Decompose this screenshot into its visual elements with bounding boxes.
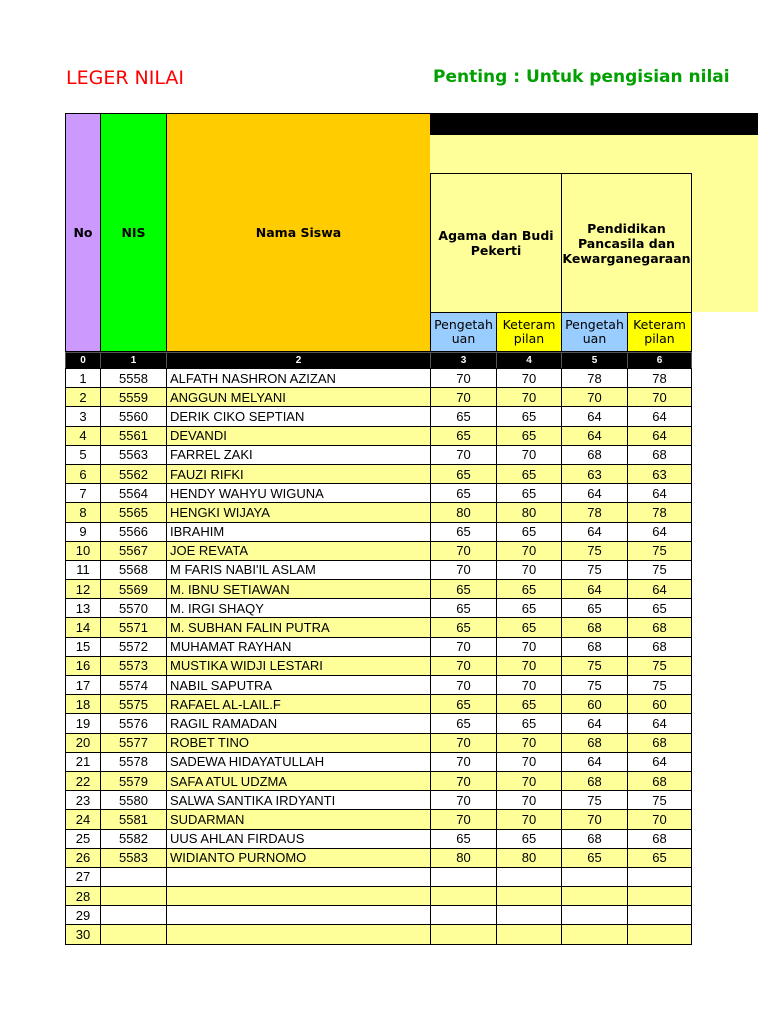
table-row <box>66 771 692 790</box>
cell-name[interactable]: ALFATH NASHRON AZIZAN <box>167 369 431 388</box>
table-row <box>66 464 692 483</box>
cell-name[interactable]: M. IBNU SETIAWAN <box>167 580 431 599</box>
cell-no[interactable]: 22 <box>66 771 101 790</box>
cell-nis[interactable]: 5565 <box>101 503 167 522</box>
table-row <box>66 848 692 867</box>
cell-name[interactable]: DEVANDI <box>167 426 431 445</box>
cell-pkn-keterampilan[interactable]: 68 <box>628 637 692 656</box>
cell-pkn-pengetahuan[interactable]: 75 <box>562 656 628 675</box>
cell-agama-keterampilan[interactable] <box>497 887 562 906</box>
cell-nis[interactable]: 5567 <box>101 541 167 560</box>
cell-pkn-keterampilan[interactable]: 65 <box>628 599 692 618</box>
cell-agama-pengetahuan[interactable]: 70 <box>431 637 497 656</box>
cell-agama-pengetahuan[interactable]: 65 <box>431 484 497 503</box>
cell-no[interactable]: 13 <box>66 599 101 618</box>
cell-agama-pengetahuan[interactable]: 70 <box>431 752 497 771</box>
cell-agama-pengetahuan[interactable]: 70 <box>431 369 497 388</box>
cell-pkn-keterampilan[interactable]: 68 <box>628 829 692 848</box>
cell-pkn-pengetahuan[interactable]: 75 <box>562 560 628 579</box>
cell-agama-keterampilan[interactable]: 70 <box>497 369 562 388</box>
cell-pkn-pengetahuan[interactable]: 64 <box>562 580 628 599</box>
table-row <box>66 580 692 599</box>
cell-name[interactable]: FARREL ZAKI <box>167 445 431 464</box>
cell-agama-pengetahuan[interactable]: 65 <box>431 580 497 599</box>
cell-nis[interactable]: 5576 <box>101 714 167 733</box>
cell-pkn-pengetahuan[interactable]: 78 <box>562 503 628 522</box>
cell-no[interactable]: 16 <box>66 656 101 675</box>
header-nama-siswa: Nama Siswa <box>166 113 431 352</box>
table-row <box>66 599 692 618</box>
cell-agama-keterampilan[interactable]: 65 <box>497 407 562 426</box>
cell-name[interactable]: M. SUBHAN FALIN PUTRA <box>167 618 431 637</box>
cell-no[interactable]: 4 <box>66 426 101 445</box>
header-no: No <box>65 113 101 352</box>
cell-agama-keterampilan[interactable]: 65 <box>497 426 562 445</box>
cell-nis[interactable]: 5572 <box>101 637 167 656</box>
cell-name[interactable]: SADEWA HIDAYATULLAH <box>167 752 431 771</box>
cell-nis[interactable]: 5583 <box>101 848 167 867</box>
cell-agama-pengetahuan[interactable]: 65 <box>431 695 497 714</box>
cell-no[interactable]: 28 <box>66 887 101 906</box>
cell-agama-pengetahuan[interactable]: 70 <box>431 771 497 790</box>
table-row <box>66 791 692 810</box>
cell-agama-keterampilan[interactable]: 70 <box>497 656 562 675</box>
cell-pkn-pengetahuan[interactable]: 70 <box>562 810 628 829</box>
cell-agama-keterampilan[interactable]: 70 <box>497 445 562 464</box>
cell-nis[interactable]: 5558 <box>101 369 167 388</box>
table-row <box>66 407 692 426</box>
cell-name[interactable]: ROBET TINO <box>167 733 431 752</box>
cell-pkn-pengetahuan[interactable]: 70 <box>562 388 628 407</box>
cell-pkn-keterampilan[interactable]: 60 <box>628 695 692 714</box>
cell-pkn-pengetahuan[interactable]: 68 <box>562 829 628 848</box>
table-row <box>66 676 692 695</box>
cell-name[interactable]: JOE REVATA <box>167 541 431 560</box>
cell-agama-pengetahuan[interactable]: 70 <box>431 676 497 695</box>
cell-pkn-keterampilan[interactable]: 65 <box>628 848 692 867</box>
cell-name[interactable]: MUSTIKA WIDJI LESTARI <box>167 656 431 675</box>
cell-pkn-keterampilan[interactable]: 68 <box>628 771 692 790</box>
instruction-note: Penting : Untuk pengisian nilai <box>433 67 730 87</box>
cell-no[interactable]: 30 <box>66 925 101 944</box>
cell-pkn-keterampilan[interactable]: 64 <box>628 580 692 599</box>
cell-no[interactable]: 8 <box>66 503 101 522</box>
cell-nis[interactable]: 5570 <box>101 599 167 618</box>
cell-agama-pengetahuan[interactable]: 70 <box>431 791 497 810</box>
cell-no[interactable]: 3 <box>66 407 101 426</box>
cell-pkn-pengetahuan[interactable]: 65 <box>562 848 628 867</box>
table-row <box>66 637 692 656</box>
cell-agama-pengetahuan[interactable]: 70 <box>431 445 497 464</box>
cell-agama-keterampilan[interactable]: 70 <box>497 771 562 790</box>
cell-pkn-pengetahuan[interactable]: 68 <box>562 445 628 464</box>
cell-nis[interactable]: 5573 <box>101 656 167 675</box>
cell-agama-keterampilan[interactable]: 70 <box>497 791 562 810</box>
header-subject-agama: Agama dan Budi Pekerti <box>430 173 562 313</box>
cell-pkn-keterampilan[interactable]: 75 <box>628 676 692 695</box>
cell-agama-keterampilan[interactable]: 80 <box>497 848 562 867</box>
cell-name[interactable]: DERIK CIKO SEPTIAN <box>167 407 431 426</box>
table-row <box>66 829 692 848</box>
cell-no[interactable]: 9 <box>66 522 101 541</box>
cell-name[interactable] <box>167 867 431 886</box>
header-s1-keterampilan: Keteram pilan <box>496 312 562 352</box>
cell-agama-keterampilan[interactable]: 70 <box>497 541 562 560</box>
cell-agama-pengetahuan[interactable] <box>431 887 497 906</box>
cell-no[interactable]: 18 <box>66 695 101 714</box>
cell-no[interactable]: 26 <box>66 848 101 867</box>
table-row <box>66 714 692 733</box>
cell-nis[interactable] <box>101 887 167 906</box>
table-row <box>66 733 692 752</box>
cell-no[interactable]: 2 <box>66 388 101 407</box>
cell-nis[interactable]: 5568 <box>101 560 167 579</box>
cell-nis[interactable] <box>101 906 167 925</box>
cell-pkn-keterampilan[interactable]: 78 <box>628 369 692 388</box>
table-row <box>66 810 692 829</box>
cell-no[interactable]: 17 <box>66 676 101 695</box>
cell-pkn-pengetahuan[interactable]: 78 <box>562 369 628 388</box>
cell-pkn-pengetahuan[interactable]: 75 <box>562 791 628 810</box>
cell-name[interactable] <box>167 906 431 925</box>
cell-nis[interactable]: 5571 <box>101 618 167 637</box>
cell-pkn-pengetahuan[interactable]: 60 <box>562 695 628 714</box>
cell-agama-pengetahuan[interactable]: 65 <box>431 464 497 483</box>
cell-no[interactable]: 25 <box>66 829 101 848</box>
cell-no[interactable]: 15 <box>66 637 101 656</box>
table-row <box>66 618 692 637</box>
cell-pkn-pengetahuan[interactable]: 63 <box>562 464 628 483</box>
cell-no[interactable]: 14 <box>66 618 101 637</box>
cell-nis[interactable]: 5582 <box>101 829 167 848</box>
cell-pkn-pengetahuan[interactable]: 64 <box>562 426 628 445</box>
cell-nis[interactable]: 5580 <box>101 791 167 810</box>
cell-pkn-pengetahuan[interactable]: 64 <box>562 484 628 503</box>
header-s1-pengetahuan: Pengetah uan <box>430 312 497 352</box>
cell-pkn-keterampilan[interactable]: 75 <box>628 656 692 675</box>
cell-nis[interactable] <box>101 925 167 944</box>
cell-no[interactable]: 6 <box>66 464 101 483</box>
cell-agama-keterampilan[interactable]: 80 <box>497 503 562 522</box>
cell-name[interactable]: HENDY WAHYU WIGUNA <box>167 484 431 503</box>
cell-pkn-pengetahuan[interactable]: 75 <box>562 541 628 560</box>
cell-pkn-pengetahuan[interactable]: 64 <box>562 714 628 733</box>
table-row <box>66 925 692 944</box>
cell-agama-pengetahuan[interactable]: 70 <box>431 388 497 407</box>
cell-pkn-pengetahuan[interactable]: 75 <box>562 676 628 695</box>
cell-name[interactable]: M. IRGI SHAQY <box>167 599 431 618</box>
cell-pkn-pengetahuan[interactable] <box>562 887 628 906</box>
cell-no[interactable]: 12 <box>66 580 101 599</box>
cell-agama-pengetahuan[interactable]: 65 <box>431 426 497 445</box>
cell-pkn-keterampilan[interactable]: 75 <box>628 541 692 560</box>
cell-name[interactable]: MUHAMAT RAYHAN <box>167 637 431 656</box>
cell-no[interactable]: 5 <box>66 445 101 464</box>
cell-agama-keterampilan[interactable]: 65 <box>497 599 562 618</box>
cell-pkn-keterampilan[interactable]: 64 <box>628 752 692 771</box>
cell-pkn-keterampilan[interactable]: 64 <box>628 522 692 541</box>
cell-agama-pengetahuan[interactable]: 65 <box>431 407 497 426</box>
cell-pkn-keterampilan[interactable]: 64 <box>628 407 692 426</box>
cell-nis[interactable]: 5562 <box>101 464 167 483</box>
cell-agama-keterampilan[interactable]: 65 <box>497 484 562 503</box>
cell-agama-keterampilan[interactable] <box>497 925 562 944</box>
table-row <box>66 369 692 388</box>
cell-nis[interactable]: 5564 <box>101 484 167 503</box>
cell-nis[interactable]: 5559 <box>101 388 167 407</box>
cell-agama-keterampilan[interactable]: 65 <box>497 580 562 599</box>
cell-name[interactable]: SAFA ATUL UDZMA <box>167 771 431 790</box>
table-row <box>66 445 692 464</box>
cell-agama-keterampilan[interactable]: 70 <box>497 637 562 656</box>
cell-nis[interactable]: 5579 <box>101 771 167 790</box>
page-title: LEGER NILAI <box>66 67 184 89</box>
cell-name[interactable]: HENGKI WIJAYA <box>167 503 431 522</box>
cell-agama-pengetahuan[interactable]: 80 <box>431 503 497 522</box>
cell-no[interactable]: 11 <box>66 560 101 579</box>
cell-pkn-keterampilan[interactable]: 64 <box>628 484 692 503</box>
cell-no[interactable]: 7 <box>66 484 101 503</box>
table-row <box>66 867 692 886</box>
cell-agama-pengetahuan[interactable]: 80 <box>431 848 497 867</box>
cell-agama-pengetahuan[interactable]: 65 <box>431 599 497 618</box>
header-s2-keterampilan: Keteram pilan <box>627 312 692 352</box>
cell-pkn-keterampilan[interactable]: 75 <box>628 791 692 810</box>
cell-nis[interactable]: 5574 <box>101 676 167 695</box>
cell-agama-pengetahuan[interactable]: 65 <box>431 522 497 541</box>
cell-agama-keterampilan[interactable]: 65 <box>497 618 562 637</box>
cell-nis[interactable]: 5569 <box>101 580 167 599</box>
cell-name[interactable]: SUDARMAN <box>167 810 431 829</box>
index-cell-5: 5 <box>561 352 628 369</box>
cell-pkn-pengetahuan[interactable]: 64 <box>562 522 628 541</box>
header-s2-pengetahuan: Pengetah uan <box>561 312 628 352</box>
cell-pkn-keterampilan[interactable] <box>628 867 692 886</box>
cell-nis[interactable]: 5566 <box>101 522 167 541</box>
cell-nis[interactable]: 5578 <box>101 752 167 771</box>
cell-name[interactable] <box>167 925 431 944</box>
cell-agama-keterampilan[interactable]: 70 <box>497 388 562 407</box>
cell-agama-pengetahuan[interactable] <box>431 925 497 944</box>
cell-pkn-keterampilan[interactable]: 78 <box>628 503 692 522</box>
cell-agama-keterampilan[interactable]: 70 <box>497 810 562 829</box>
table-row <box>66 541 692 560</box>
cell-no[interactable]: 27 <box>66 867 101 886</box>
cell-agama-pengetahuan[interactable]: 70 <box>431 541 497 560</box>
cell-name[interactable]: FAUZI RIFKI <box>167 464 431 483</box>
table-row <box>66 522 692 541</box>
index-cell-2: 2 <box>166 352 431 369</box>
cell-agama-keterampilan[interactable]: 65 <box>497 714 562 733</box>
index-cell-0: 0 <box>65 352 101 369</box>
cell-agama-pengetahuan[interactable]: 65 <box>431 618 497 637</box>
cell-pkn-pengetahuan[interactable] <box>562 925 628 944</box>
cell-pkn-keterampilan[interactable]: 68 <box>628 733 692 752</box>
cell-pkn-keterampilan[interactable]: 68 <box>628 618 692 637</box>
cell-pkn-keterampilan[interactable] <box>628 887 692 906</box>
cell-nis[interactable]: 5577 <box>101 733 167 752</box>
table-row <box>66 887 692 906</box>
cell-agama-keterampilan[interactable]: 70 <box>497 560 562 579</box>
cell-agama-pengetahuan[interactable]: 70 <box>431 656 497 675</box>
header-nis: NIS <box>100 113 167 352</box>
index-cell-6: 6 <box>627 352 692 369</box>
cell-agama-keterampilan[interactable]: 65 <box>497 695 562 714</box>
cell-name[interactable] <box>167 887 431 906</box>
cell-nis[interactable] <box>101 867 167 886</box>
table-row <box>66 906 692 925</box>
index-cell-3: 3 <box>430 352 497 369</box>
cell-no[interactable]: 10 <box>66 541 101 560</box>
cell-pkn-keterampilan[interactable]: 64 <box>628 714 692 733</box>
index-cell-4: 4 <box>496 352 562 369</box>
cell-agama-pengetahuan[interactable] <box>431 906 497 925</box>
cell-agama-keterampilan[interactable] <box>497 906 562 925</box>
cell-no[interactable]: 29 <box>66 906 101 925</box>
cell-agama-keterampilan[interactable]: 65 <box>497 522 562 541</box>
cell-name[interactable]: UUS AHLAN FIRDAUS <box>167 829 431 848</box>
header-black-bar <box>430 113 758 135</box>
cell-pkn-keterampilan[interactable] <box>628 906 692 925</box>
index-cell-1: 1 <box>100 352 167 369</box>
cell-agama-pengetahuan[interactable]: 65 <box>431 714 497 733</box>
cell-no[interactable]: 24 <box>66 810 101 829</box>
cell-pkn-pengetahuan[interactable]: 68 <box>562 637 628 656</box>
cell-pkn-keterampilan[interactable] <box>628 925 692 944</box>
cell-agama-keterampilan[interactable] <box>497 867 562 886</box>
cell-nis[interactable]: 5561 <box>101 426 167 445</box>
header-subject-pkn: Pendidikan Pancasila dan Kewarganegaraan <box>561 173 692 313</box>
cell-pkn-keterampilan[interactable]: 64 <box>628 426 692 445</box>
cell-agama-keterampilan[interactable]: 65 <box>497 829 562 848</box>
cell-pkn-pengetahuan[interactable]: 68 <box>562 733 628 752</box>
cell-no[interactable]: 19 <box>66 714 101 733</box>
cell-agama-keterampilan[interactable]: 70 <box>497 752 562 771</box>
cell-agama-keterampilan[interactable]: 70 <box>497 733 562 752</box>
cell-no[interactable]: 20 <box>66 733 101 752</box>
cell-agama-keterampilan[interactable]: 65 <box>497 464 562 483</box>
grades-table <box>65 368 692 945</box>
table-row <box>66 695 692 714</box>
cell-name[interactable]: WIDIANTO PURNOMO <box>167 848 431 867</box>
table-row <box>66 560 692 579</box>
cell-name[interactable]: IBRAHIM <box>167 522 431 541</box>
cell-name[interactable]: RAFAEL AL-LAIL.F <box>167 695 431 714</box>
cell-agama-keterampilan[interactable]: 70 <box>497 676 562 695</box>
cell-nis[interactable]: 5563 <box>101 445 167 464</box>
cell-name[interactable]: ANGGUN MELYANI <box>167 388 431 407</box>
cell-pkn-keterampilan[interactable]: 70 <box>628 388 692 407</box>
cell-pkn-pengetahuan[interactable] <box>562 867 628 886</box>
table-row <box>66 484 692 503</box>
cell-pkn-pengetahuan[interactable]: 68 <box>562 771 628 790</box>
cell-no[interactable]: 23 <box>66 791 101 810</box>
cell-pkn-keterampilan[interactable]: 63 <box>628 464 692 483</box>
cell-name[interactable]: NABIL SAPUTRA <box>167 676 431 695</box>
cell-pkn-pengetahuan[interactable]: 68 <box>562 618 628 637</box>
table-row <box>66 752 692 771</box>
cell-pkn-pengetahuan[interactable]: 64 <box>562 752 628 771</box>
cell-name[interactable]: M FARIS NABI'IL ASLAM <box>167 560 431 579</box>
cell-pkn-keterampilan[interactable]: 70 <box>628 810 692 829</box>
cell-no[interactable]: 1 <box>66 369 101 388</box>
cell-agama-pengetahuan[interactable] <box>431 867 497 886</box>
cell-pkn-keterampilan[interactable]: 75 <box>628 560 692 579</box>
cell-agama-pengetahuan[interactable]: 65 <box>431 829 497 848</box>
table-row <box>66 656 692 675</box>
cell-pkn-pengetahuan[interactable] <box>562 906 628 925</box>
cell-agama-pengetahuan[interactable]: 70 <box>431 560 497 579</box>
cell-name[interactable]: SALWA SANTIKA IRDYANTI <box>167 791 431 810</box>
cell-no[interactable]: 21 <box>66 752 101 771</box>
cell-pkn-keterampilan[interactable]: 68 <box>628 445 692 464</box>
cell-pkn-pengetahuan[interactable]: 65 <box>562 599 628 618</box>
cell-nis[interactable]: 5581 <box>101 810 167 829</box>
table-row <box>66 426 692 445</box>
table-row <box>66 503 692 522</box>
cell-pkn-pengetahuan[interactable]: 64 <box>562 407 628 426</box>
table-row <box>66 388 692 407</box>
cell-agama-pengetahuan[interactable]: 70 <box>431 733 497 752</box>
cell-name[interactable]: RAGIL RAMADAN <box>167 714 431 733</box>
cell-nis[interactable]: 5575 <box>101 695 167 714</box>
cell-agama-pengetahuan[interactable]: 70 <box>431 810 497 829</box>
cell-nis[interactable]: 5560 <box>101 407 167 426</box>
